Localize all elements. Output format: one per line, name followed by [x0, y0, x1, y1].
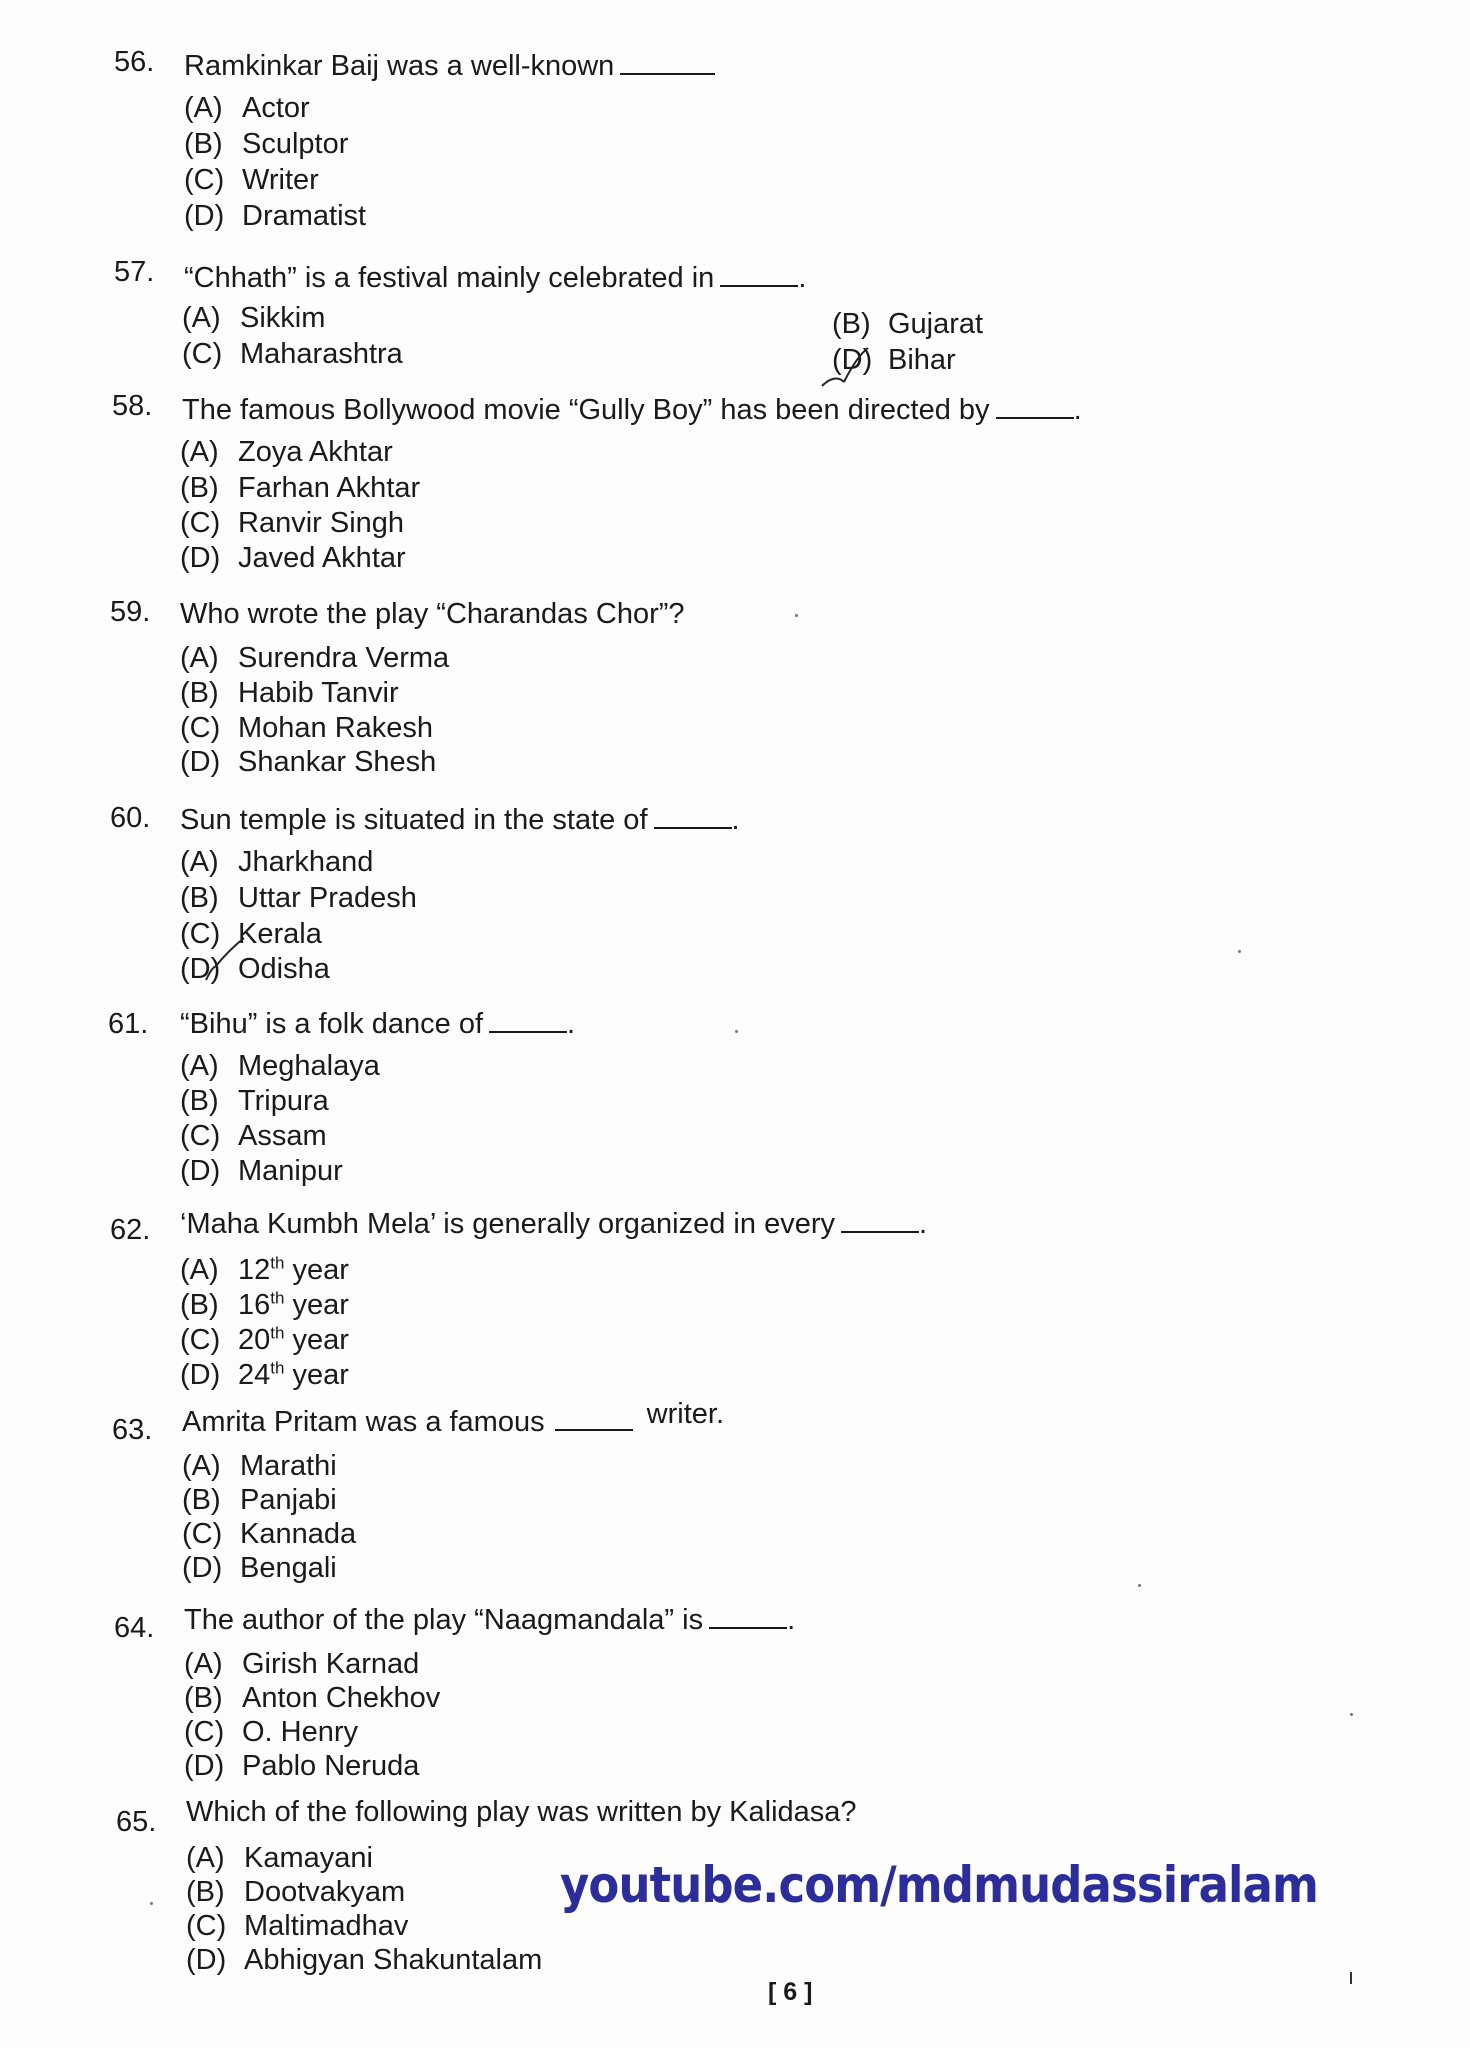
option-a: (A) 12th year	[180, 1253, 349, 1286]
option-c: (C) Writer	[184, 164, 319, 196]
option-b: (B) Panjabi	[182, 1484, 337, 1516]
option-d: (D) Abhigyan Shakuntalam	[186, 1944, 543, 1976]
option-b: (B) Sculptor	[184, 128, 349, 160]
option-d: (D) Javed Akhtar	[180, 542, 406, 574]
option-a: (A) Zoya Akhtar	[180, 436, 393, 468]
option-c: (C) Assam	[180, 1120, 327, 1152]
option-b: (B) Farhan Akhtar	[180, 472, 421, 504]
youtube-watermark: youtube.com/mdmudassiralam	[560, 1856, 1319, 1914]
scan-speck	[1238, 950, 1241, 953]
option-d: (D) 24th year	[180, 1358, 349, 1391]
option-a: (A) Girish Karnad	[184, 1648, 420, 1680]
scan-speck	[735, 1030, 738, 1033]
option-c: (C) 20th year	[180, 1323, 349, 1356]
scan-speck	[795, 614, 798, 617]
question-text: “Bihu” is a folk dance of .	[180, 1008, 576, 1040]
option-a: (A) Meghalaya	[180, 1050, 380, 1082]
option-d: (D) Pablo Neruda	[184, 1750, 420, 1782]
option-b: (B) 16th year	[180, 1288, 349, 1321]
question-text: “Chhath” is a festival mainly celebrated in .	[184, 262, 807, 294]
question-number: 56.	[114, 46, 155, 78]
option-a: (A) Actor	[184, 92, 310, 124]
option-c: (C) Kannada	[182, 1518, 357, 1550]
option-b: (B) Uttar Pradesh	[180, 882, 417, 914]
question-text: The author of the play “Naagmandala” is .	[184, 1604, 796, 1636]
option-c: (C) Ranvir Singh	[180, 507, 405, 539]
option-b: (B) Anton Chekhov	[184, 1682, 441, 1714]
answer-tick-mark	[200, 934, 246, 986]
question-text: Who wrote the play “Charandas Chor”?	[180, 598, 685, 630]
question-text: Amrita Pritam was a famous writer.	[182, 1398, 725, 1438]
option-a: (A) Jharkhand	[180, 846, 374, 878]
option-d: (D) Dramatist	[184, 200, 367, 232]
option-b: (B) Gujarat	[832, 308, 984, 340]
option-a: (A) Marathi	[182, 1450, 337, 1482]
scan-speck	[150, 1902, 153, 1905]
page-number: [ 6 ]	[768, 1978, 813, 2006]
question-number: 65.	[116, 1806, 157, 1838]
answer-blank	[996, 416, 1074, 419]
question-text: The famous Bollywood movie “Gully Boy” has been directed by .	[182, 394, 1082, 426]
option-d: (D) Bengali	[182, 1552, 337, 1584]
question-text: Which of the following play was written by Kalidasa?	[186, 1796, 857, 1828]
question-number: 57.	[114, 256, 155, 288]
option-b: (B) Tripura	[180, 1085, 329, 1117]
question-number: 64.	[114, 1612, 155, 1644]
option-a: (A) Surendra Verma	[180, 642, 450, 674]
scan-speck	[1350, 1713, 1353, 1716]
option-d: (D) Shankar Shesh	[180, 746, 437, 778]
question-text: ‘Maha Kumbh Mela’ is generally organized in every .	[180, 1208, 928, 1240]
question-number: 60.	[110, 802, 151, 834]
option-c: (C) Maharashtra	[182, 338, 403, 370]
question-text: Ramkinkar Baij was a well-known	[184, 50, 715, 83]
scan-speck	[1138, 1584, 1141, 1587]
option-a: (A) Kamayani	[186, 1842, 373, 1874]
answer-blank	[709, 1626, 787, 1629]
option-c: (C) Kerala	[180, 918, 322, 950]
answer-blank	[555, 1428, 633, 1431]
answer-blank	[720, 284, 798, 287]
answer-blank	[489, 1030, 567, 1033]
answer-tick-mark	[816, 346, 872, 394]
scan-mark	[1350, 1972, 1352, 1984]
option-c: (C) Maltimadhav	[186, 1910, 409, 1942]
option-a: (A) Sikkim	[182, 302, 326, 334]
option-d: (D) Manipur	[180, 1155, 343, 1187]
question-number: 61.	[108, 1008, 149, 1040]
option-d: (D) Bihar	[832, 344, 956, 376]
answer-blank	[654, 826, 732, 829]
option-b: (B) Dootvakyam	[186, 1876, 406, 1908]
option-c: (C) O. Henry	[184, 1716, 359, 1748]
option-b: (B) Habib Tanvir	[180, 677, 399, 709]
question-number: 58.	[112, 390, 153, 422]
question-number: 59.	[110, 596, 151, 628]
question-text: Sun temple is situated in the state of .	[180, 804, 740, 836]
answer-blank	[620, 72, 715, 75]
answer-blank	[841, 1230, 919, 1233]
question-number: 62.	[110, 1214, 151, 1246]
option-c: (C) Mohan Rakesh	[180, 712, 434, 744]
option-d: (D) Odisha	[180, 953, 330, 985]
question-number: 63.	[112, 1414, 153, 1446]
